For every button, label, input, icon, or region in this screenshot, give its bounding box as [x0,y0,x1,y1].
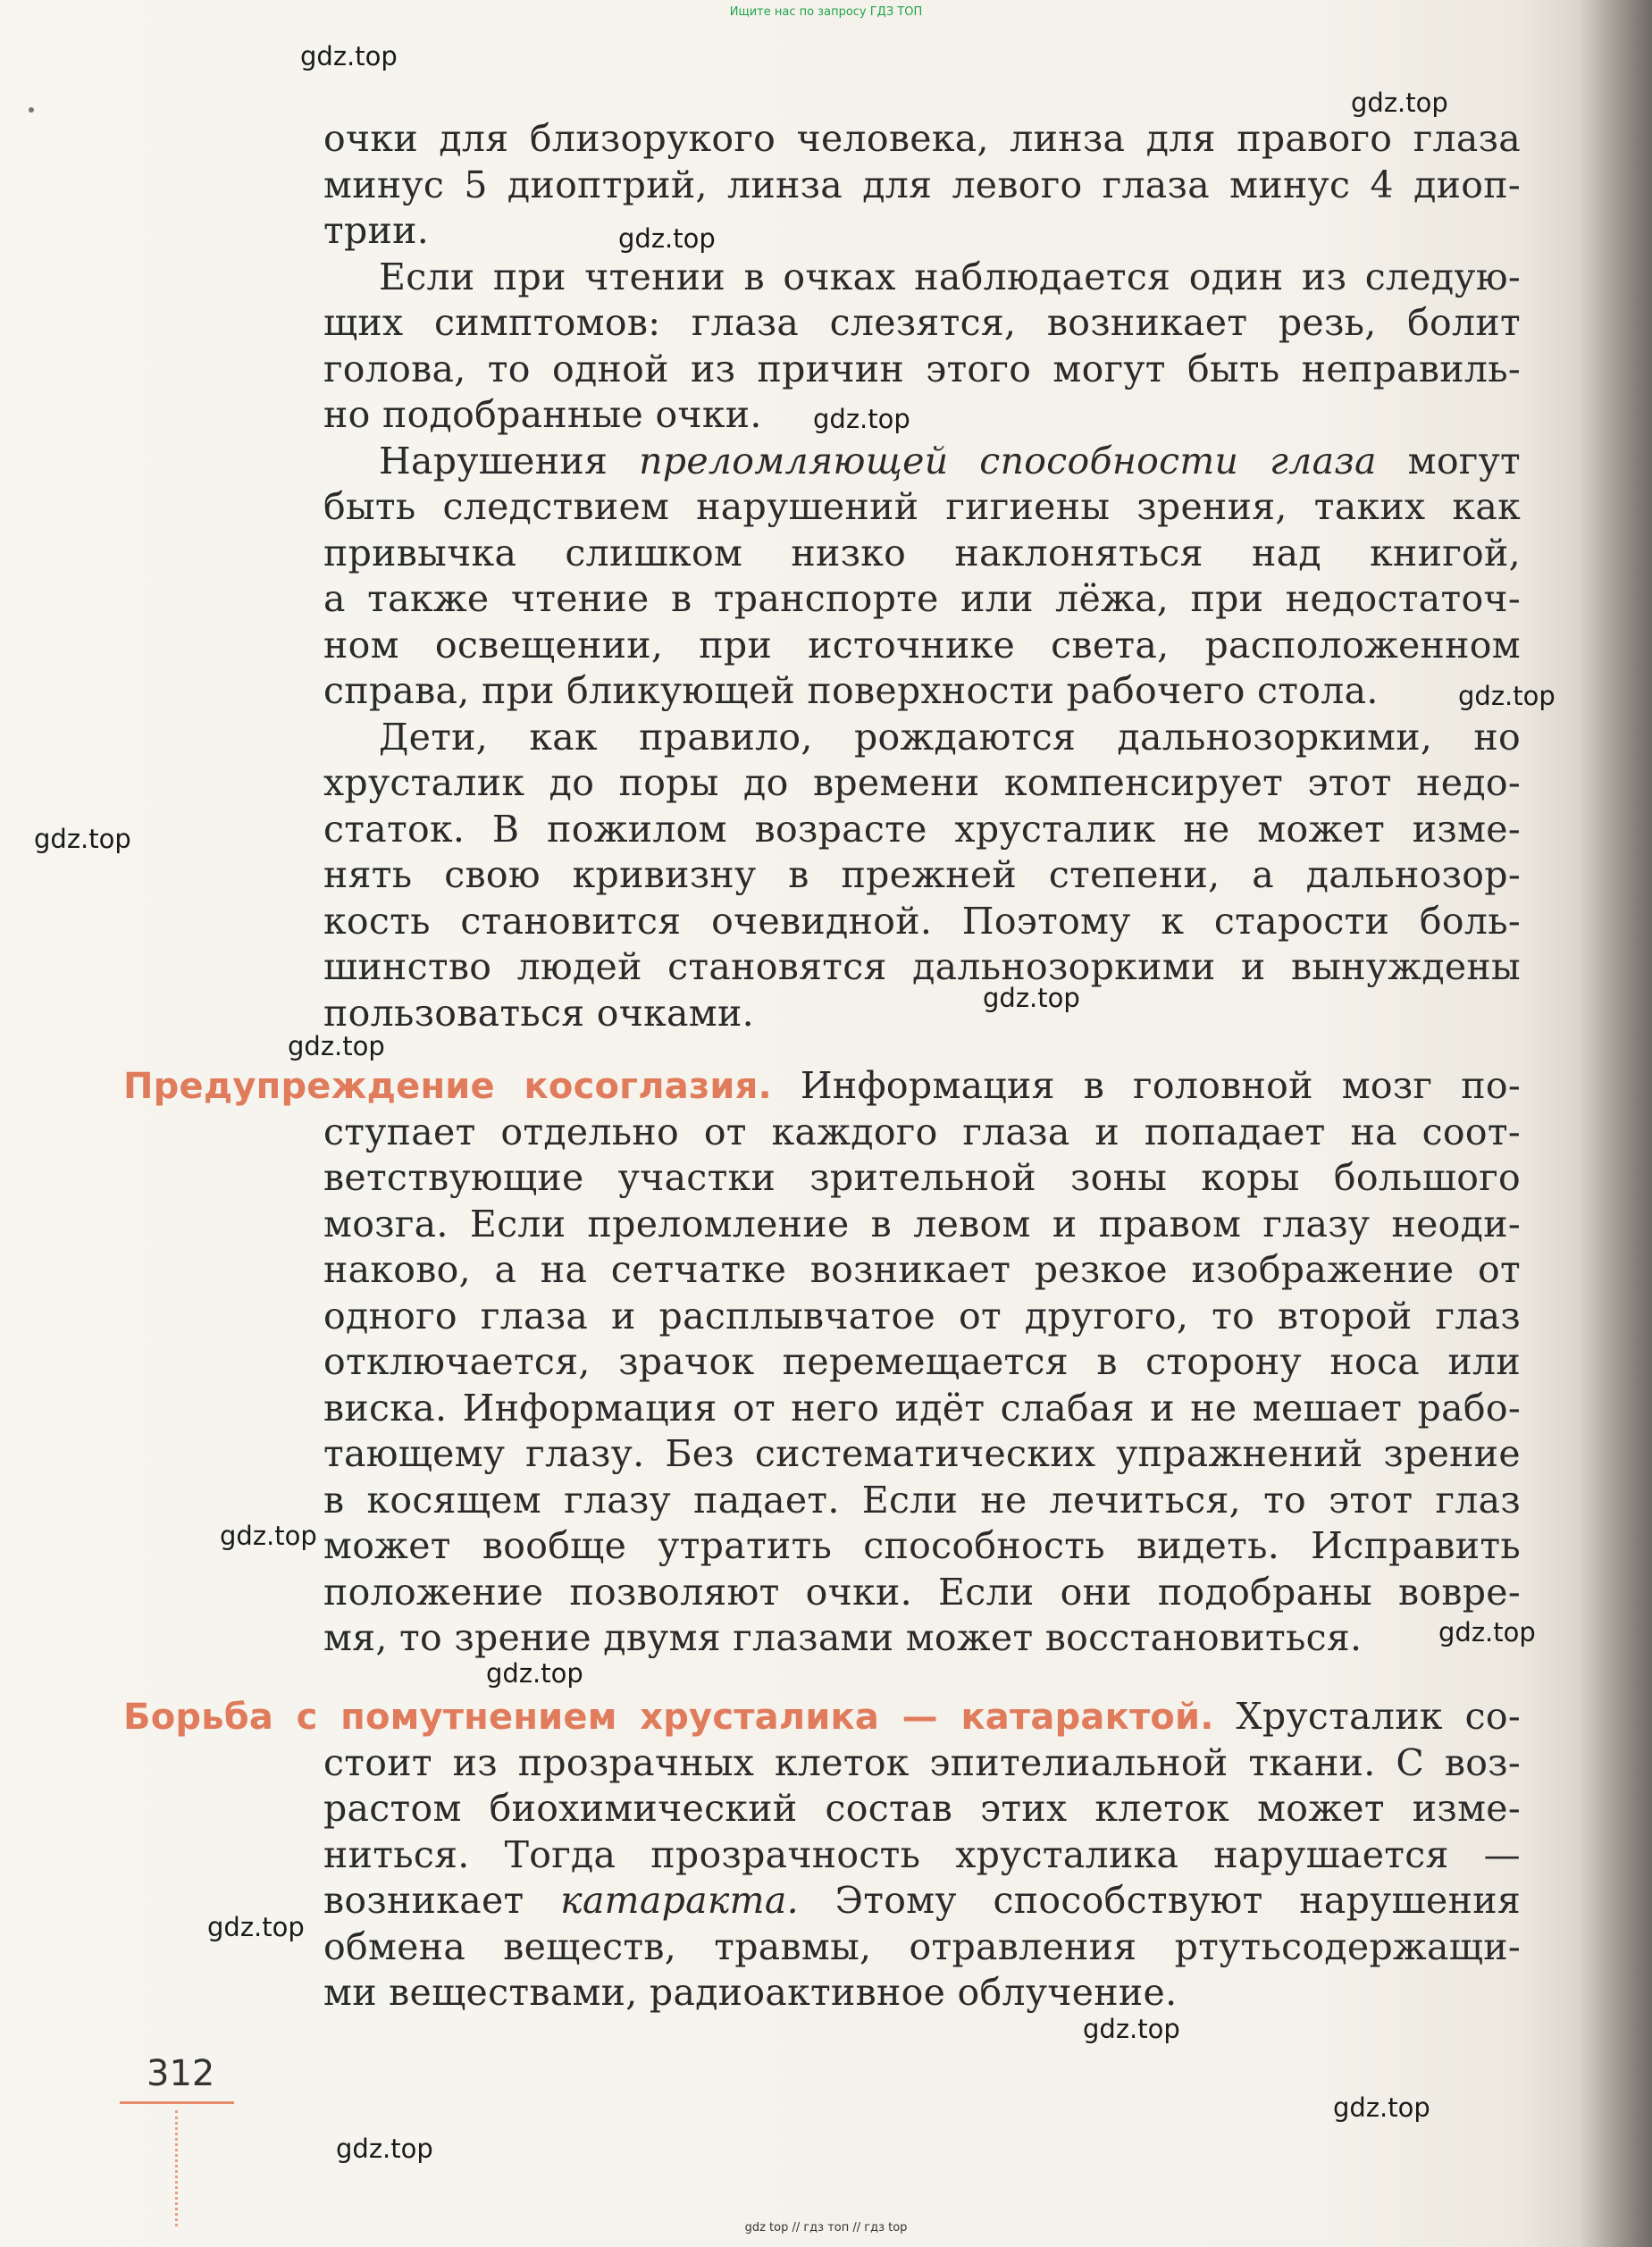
watermark: gdz.top [813,404,910,434]
text-line: ми веществами, радиоактивное облучение. [323,1971,1178,2014]
text-line [323,1878,1521,1924]
text-line: кость становится очевидной. Поэтому к старости боль- [323,899,1521,943]
text-line: голова, то одной из причин этого могут быть неправиль- [323,347,1521,390]
text-line: быть следствием нарушений гигиены зрения, таких как [323,485,1521,528]
text-line: пользоваться очками. [323,991,754,1035]
watermark: gdz.top [1351,88,1448,118]
text-line: виска. Информация от него идёт слабая и не мешает рабо- [323,1386,1521,1430]
text-line: отключается, зрачок перемещается в сторону носа или [323,1340,1521,1383]
text-line [123,1694,1521,1740]
watermark: gdz.top [336,2134,433,2164]
text-line: в косящем глазу падает. Если не лечиться, то этот глаз [323,1478,1521,1522]
text-run: Хрусталик со- [1213,1695,1521,1738]
text-line: хрусталик до поры до времени компенсирует этот недо- [323,761,1521,804]
text-line: привычка слишком низко наклоняться над книгой, [323,531,1521,574]
text-line: шинство людей становятся дальнозоркими и вынуждены [323,945,1521,988]
watermark: gdz.top [288,1031,385,1061]
text-line: нять свою кривизну в прежней степени, а дальнозор- [323,853,1521,896]
section-heading: Предупреждение косоглазия. [123,1066,772,1107]
page-margin-dots [175,2110,178,2226]
text-line: ном освещении, при источнике света, расположенном [323,623,1521,667]
text-line: тающему глазу. Без систематических упражнений зрение [323,1432,1521,1475]
text-line: а также чтение в транспорте или лёжа, при недостаточ- [323,577,1521,620]
watermark: gdz.top [1438,1617,1536,1648]
watermark: gdz.top [300,41,398,71]
text-line: но подобранные очки. [323,393,762,436]
text-line: ветствующие участки зрительной зоны коры большого [323,1156,1521,1199]
book-spine [1581,0,1652,2247]
italic-term: катаракта. [560,1879,799,1922]
text-line: Дети, как правило, рождаются дальнозоркими, но [379,715,1521,759]
text-line: обмена веществ, травмы, отравления ртутьсодержащи- [323,1924,1521,1968]
text-line: щих симптомов: глаза слезятся, возникает резь, болит [323,301,1521,344]
text-line: статок. В пожилом возрасте хрусталик не может изме- [323,807,1521,851]
watermark: gdz.top [1083,2014,1180,2044]
watermark: gdz.top [618,223,716,254]
scan-speck [29,107,34,113]
text-line: положение позволяют очки. Если они подобраны вовре- [323,1570,1521,1614]
text-line: растом биохимический состав этих клеток может изме- [323,1787,1521,1830]
watermark: gdz.top [983,983,1080,1013]
text-line: ниться. Тогда прозрачность хрусталика нарушается — [323,1832,1521,1876]
body-text [323,116,1521,1036]
text-run: возникает [323,1879,561,1922]
text-line [323,439,1521,485]
page-number: 312 [147,2053,215,2094]
text-run: Нарушения [379,439,640,482]
watermark: gdz.top [34,824,131,854]
text-line: очки для близорукого человека, линза для правого глаза [323,117,1521,160]
text-line: ступает отдельно от каждого глаза и попадает на соот- [323,1110,1521,1153]
text-line [123,1063,1521,1110]
section-heading: Борьба с помутнением хрусталика — катарактой. [123,1697,1214,1738]
text-line: минус 5 диоптрий, линза для левого глаза минус 4 диоп- [323,163,1521,206]
text-line: мя, то зрение двумя глазами может восстановиться. [323,1616,1363,1659]
text-line: наково, а на сетчатке возникает резкое изображение от [323,1248,1521,1291]
text-line: может вообще утратить способность видеть. Исправить [323,1524,1521,1567]
text-line: справа, при бликующей поверхности рабочего стола. [323,669,1379,712]
bottom-note: gdz top // гдз топ // гдз top [744,2221,908,2234]
page-number-rule [120,2101,234,2104]
watermark: gdz.top [486,1658,583,1689]
text-line: одного глаза и расплывчатое от другого, то второй глаз [323,1294,1521,1337]
text-run: Этому способствуют нарушения [798,1879,1521,1922]
watermark: gdz.top [1458,681,1556,711]
watermark: gdz.top [207,1912,305,1942]
text-line: стоит из прозрачных клеток эпителиальной ткани. С воз- [323,1740,1521,1784]
italic-term: преломляющей способности глаза [639,439,1377,482]
watermark: gdz.top [220,1521,317,1551]
text-line: мозга. Если преломление в левом и правом глазу неоди- [323,1202,1521,1245]
text-run: могут [1376,439,1521,482]
text-line: Если при чтении в очках наблюдается один из следую- [379,255,1521,298]
text-line: трии. [323,209,430,252]
top-search-note: Ищите нас по запросу ГДЗ ТОП [729,5,923,19]
watermark: gdz.top [1333,2092,1430,2123]
text-run: Информация в головной мозг по- [771,1064,1521,1107]
